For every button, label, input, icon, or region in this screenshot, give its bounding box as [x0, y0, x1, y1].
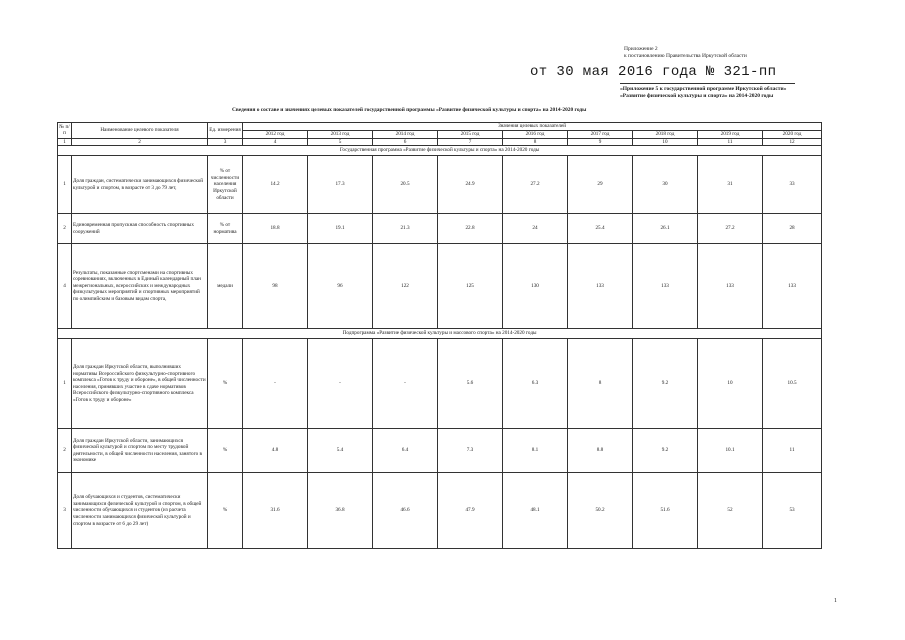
value-cell: 28	[763, 214, 822, 244]
program-reference-2: «Развитие физической культуры и спорта» на 2014-2020 годы	[620, 93, 774, 99]
value-cell: 52	[698, 473, 763, 549]
column-index: 4	[243, 138, 308, 146]
value-cell: 18.8	[243, 214, 308, 244]
row-number: 4	[58, 244, 72, 329]
column-index: 5	[308, 138, 373, 146]
value-cell: 7.3	[438, 429, 503, 473]
program-reference-1: «Приложение 5 к государственной программе Иркутской области»	[620, 86, 787, 92]
unit-cell: %	[208, 429, 243, 473]
value-cell: 47.9	[438, 473, 503, 549]
indicator-name: Единовременная пропускная способность спортивных сооружений	[72, 214, 208, 244]
value-cell: 33	[763, 156, 822, 214]
value-cell: 122	[373, 244, 438, 329]
indicator-name: Доля обучающихся и студентов, систематически занимающихся физической культурой и спортом, в общей численности обучающихся и студентов (из расчета численности занимающихся физической культурой и спортом в возрасте от 6 до 29 лет)	[72, 473, 208, 549]
value-cell: 133	[763, 244, 822, 329]
value-cell: 26.1	[633, 214, 698, 244]
subprogram-section-row	[58, 329, 822, 339]
table-body	[58, 146, 822, 549]
value-cell: 6.3	[503, 339, 568, 429]
value-cell: 22.8	[438, 214, 503, 244]
table-row	[58, 156, 822, 214]
value-cell: -	[243, 339, 308, 429]
column-index: 8	[503, 138, 568, 146]
header-divider	[620, 83, 795, 84]
row-number: 2	[58, 214, 72, 244]
year-header: 2015 год	[438, 131, 503, 139]
indicator-name: Результаты, показанные спортсменами на спортивных соревнованиях, включенных в Единый календарный план межрегиональных, всероссийских и международных физкультурных мероприятий и спортивных мероприятий по олимпийским и базовым видам спорта,	[72, 244, 208, 329]
indicator-name: Доля граждан, систематически занимающихся физической культурой и спортом, в возрасте от 3 до 79 лет,	[72, 156, 208, 214]
indicators-table	[57, 122, 822, 549]
value-cell: 31	[698, 156, 763, 214]
value-cell: 98	[243, 244, 308, 329]
value-cell: 8.1	[503, 429, 568, 473]
row-number: 3	[58, 473, 72, 549]
value-cell: 125	[438, 244, 503, 329]
row-number: 1	[58, 339, 72, 429]
unit-cell: %	[208, 339, 243, 429]
header-name: Наименование целевого показателя	[72, 123, 208, 139]
unit-cell: % от норматива	[208, 214, 243, 244]
column-index: 9	[568, 138, 633, 146]
value-cell: -	[308, 339, 373, 429]
value-cell: 10.1	[698, 429, 763, 473]
value-cell: 46.6	[373, 473, 438, 549]
column-index: 10	[633, 138, 698, 146]
value-cell: 5.4	[308, 429, 373, 473]
appendix-label: Приложение 2	[624, 46, 658, 52]
value-cell: 27.2	[698, 214, 763, 244]
value-cell: -	[373, 339, 438, 429]
value-cell: 10	[698, 339, 763, 429]
year-header: 2017 год	[568, 131, 633, 139]
value-cell: 6.4	[373, 429, 438, 473]
unit-cell: %	[208, 473, 243, 549]
value-cell: 9.2	[633, 429, 698, 473]
column-index: 7	[438, 138, 503, 146]
indicator-name: Доля граждан Иркутской области, занимающихся физической культурой и спортом по месту трудовой деятельности, в общей численности населения, занятого в экономике	[72, 429, 208, 473]
unit-cell: % от численности населения Иркутской области	[208, 156, 243, 214]
column-index: 12	[763, 138, 822, 146]
value-cell: 24.9	[438, 156, 503, 214]
year-header: 2016 год	[503, 131, 568, 139]
resolution-date: от 30 мая 2016 года № 321-пп	[530, 64, 777, 80]
value-cell: 36.8	[308, 473, 373, 549]
table-row	[58, 339, 822, 429]
indicator-name: Доля граждан Иркутской области, выполнивших нормативы Всероссийского физкультурно-спортивного комплекса «Готов к труду и обороне», в общей численности населения, принявших участие в сдаче нормативов Всероссийского физкультурно-спортивного комплекса «Готов к труду и обороне»	[72, 339, 208, 429]
value-cell: 21.3	[373, 214, 438, 244]
program-section-row	[58, 146, 822, 156]
value-cell: 5.6	[438, 339, 503, 429]
header-num: № п/п	[59, 123, 70, 137]
table-row	[58, 429, 822, 473]
value-cell: 27.2	[503, 156, 568, 214]
value-cell: 31.6	[243, 473, 308, 549]
row-number: 1	[58, 156, 72, 214]
column-index: 6	[373, 138, 438, 146]
value-cell: 19.1	[308, 214, 373, 244]
appendix-reference: к постановлению Правительства Иркутской области	[624, 53, 747, 59]
value-cell: 10.5	[763, 339, 822, 429]
table-row	[58, 473, 822, 549]
year-header: 2013 год	[308, 131, 373, 139]
value-cell: 51.6	[633, 473, 698, 549]
year-header: 2020 год	[763, 131, 822, 139]
document-title: Сведения о составе и значениях целевых показателей государственной программы «Развитие физической культуры и спорта» на 2014-2020 годы	[232, 107, 587, 113]
value-cell: 11	[763, 429, 822, 473]
value-cell: 24	[503, 214, 568, 244]
value-cell: 133	[568, 244, 633, 329]
header-unit: Ед. измерения	[208, 123, 243, 139]
value-cell: 133	[633, 244, 698, 329]
year-header: 2018 год	[633, 131, 698, 139]
value-cell: 4.8	[243, 429, 308, 473]
value-cell: 9.2	[633, 339, 698, 429]
table-row	[58, 214, 822, 244]
value-cell: 14.2	[243, 156, 308, 214]
year-header: 2019 год	[698, 131, 763, 139]
value-cell: 53	[763, 473, 822, 549]
subprogram-section-row-title: Подпрограмма «Развитие физической культуры и массового спорта» на 2014-2020 годы	[58, 329, 822, 339]
value-cell: 48.1	[503, 473, 568, 549]
value-cell: 8.8	[568, 429, 633, 473]
value-cell: 29	[568, 156, 633, 214]
year-header: 2014 год	[373, 131, 438, 139]
value-cell: 130	[503, 244, 568, 329]
row-number: 2	[58, 429, 72, 473]
value-cell: 50.2	[568, 473, 633, 549]
column-index: 1	[58, 138, 72, 146]
column-index-row	[58, 138, 822, 146]
table-header	[58, 123, 822, 146]
program-section-row-title: Государственная программа «Развитие физической культуры и спорта» на 2014-2020 годы	[58, 146, 822, 156]
value-cell: 8	[568, 339, 633, 429]
value-cell: 20.5	[373, 156, 438, 214]
header-values: Значения целевых показателей	[243, 123, 822, 131]
unit-cell: медали	[208, 244, 243, 329]
value-cell: 30	[633, 156, 698, 214]
column-index: 2	[72, 138, 208, 146]
page-number: 1	[834, 598, 837, 604]
column-index: 11	[698, 138, 763, 146]
value-cell: 25.4	[568, 214, 633, 244]
value-cell: 133	[698, 244, 763, 329]
year-header: 2012 год	[243, 131, 308, 139]
column-index: 3	[208, 138, 243, 146]
value-cell: 17.3	[308, 156, 373, 214]
value-cell: 96	[308, 244, 373, 329]
table-row	[58, 244, 822, 329]
